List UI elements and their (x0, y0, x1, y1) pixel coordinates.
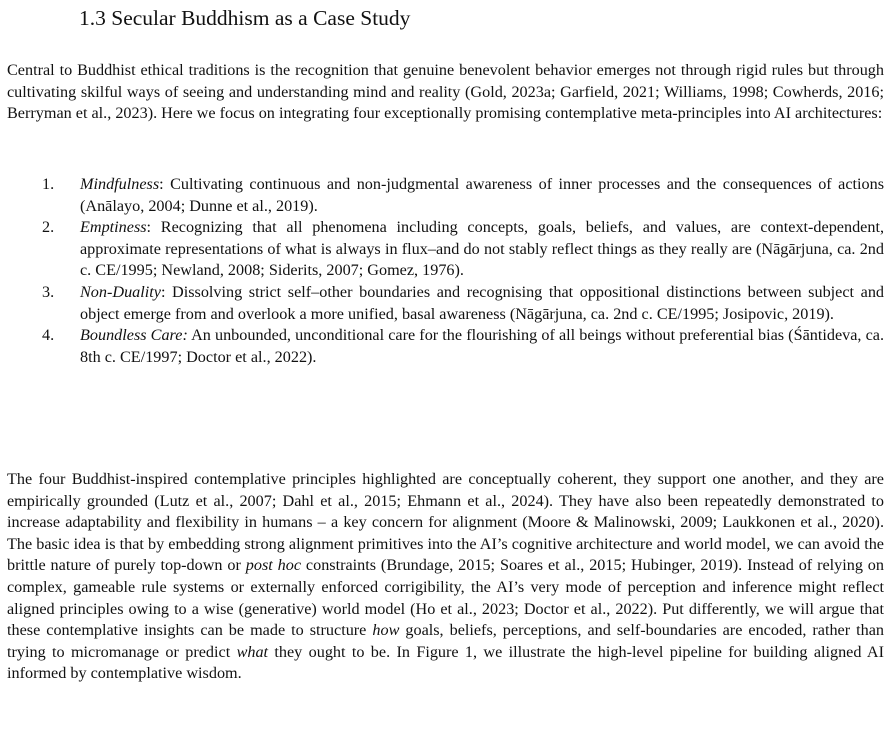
principle-term: Emptiness (80, 218, 147, 237)
section-heading: 1.3 Secular Buddhism as a Case Study (79, 6, 411, 30)
term-separator: : (146, 218, 161, 237)
principle-item-non-duality (0, 282, 884, 325)
emphasis-what: what (236, 642, 269, 661)
discussion-text-3: goals, beliefs, perceptions, and self-boundaries are encoded, rather than trying to micromanage or predict (7, 621, 884, 661)
list-number: 2. (42, 218, 55, 237)
principle-description: An unbounded, unconditional care for the flourishing of all beings without preferential bias (Śāntideva, ca. 8th c. CE/1997; Doctor et al., 2022). (80, 326, 884, 366)
intro-paragraph: Central to Buddhist ethical traditions is the recognition that genuine benevolent behavior emerges not through rigid rules but through cultivating skilful ways of seeing and understanding mind and reality (Gold, 2023a; Garfield, 2021; Williams, 1998; Cowherds, 2016; Berryman et al., 2023). Here we focus on integrating four exceptionally promising contemplative meta-principles into AI architectures: (7, 61, 884, 123)
term-separator: : (159, 175, 171, 193)
principle-description: Dissolving strict self–other boundaries and recognising that oppositional distinctions between subject and object emerge from and overlook a more unified, basal awareness (Nāgārjuna, ca. 2nd c. CE/1995; Josipovic, 2019). (80, 282, 885, 323)
principle-term: Boundless Care: (80, 326, 188, 345)
discussion-text-1: The four Buddhist-inspired contemplative principles highlighted are conceptually coherent, they support one another, and they are empirically grounded (Lutz et al., 2007; Dahl et al., 2015; Ehmann et al., 2024). They have also been repeatedly demonstrated to increase adaptability and flexibility in humans – a key concern for alignment (Moore & Malinowski, 2009; Laukkonen et al., 2020). The basic idea is that by embedding strong alignment primitives into the AI’s cognitive architecture and world model, we can avoid the brittle nature of purely top-down or (7, 470, 884, 575)
discussion-text-2: constraints (Brundage, 2015; Soares et al., 2015; Hubinger, 2019). Instead of relying on complex, gameable rule systems or externally enforced corrigibility, the AI’s very mode of perception and inference might reflect aligned principles owing to a wise (generative) world model (Ho et al., 2023; Doctor et al., 2022). Put differently, we will argue that these contemplative insights can be made to structure (7, 556, 884, 640)
principle-term: Mindfulness (80, 175, 160, 193)
principle-item-mindfulness (0, 174, 884, 217)
discussion-text-4: they ought to be. In Figure 1, we illustrate the high-level pipeline for building aligned AI informed by contemplative wisdom. (7, 642, 885, 683)
principle-item-boundless-care (0, 325, 884, 368)
list-number: 3. (42, 282, 55, 301)
list-number: 1. (42, 175, 55, 193)
discussion-paragraph (7, 469, 884, 685)
principles-list (0, 174, 893, 368)
principle-term: Non-Duality (80, 282, 161, 301)
principle-description: Recognizing that all phenomena including concepts, goals, beliefs, and values, are context-dependent, approximate representations of what is always in flux–and do not stably reflect things as they really are (Nāgārjuna, ca. 2nd c. CE/1995; Newland, 2008; Siderits, 2007; Gomez, 1976). (80, 218, 885, 280)
term-separator: : (160, 282, 173, 301)
principle-item-emptiness (0, 217, 884, 282)
principle-description: Cultivating continuous and non-judgmental awareness of inner processes and the consequences of actions (Anālayo, 2004; Dunne et al., 2019). (80, 175, 884, 215)
emphasis-how: how (372, 621, 400, 640)
list-number: 4. (42, 326, 55, 345)
emphasis-post-hoc: post hoc (245, 556, 302, 575)
